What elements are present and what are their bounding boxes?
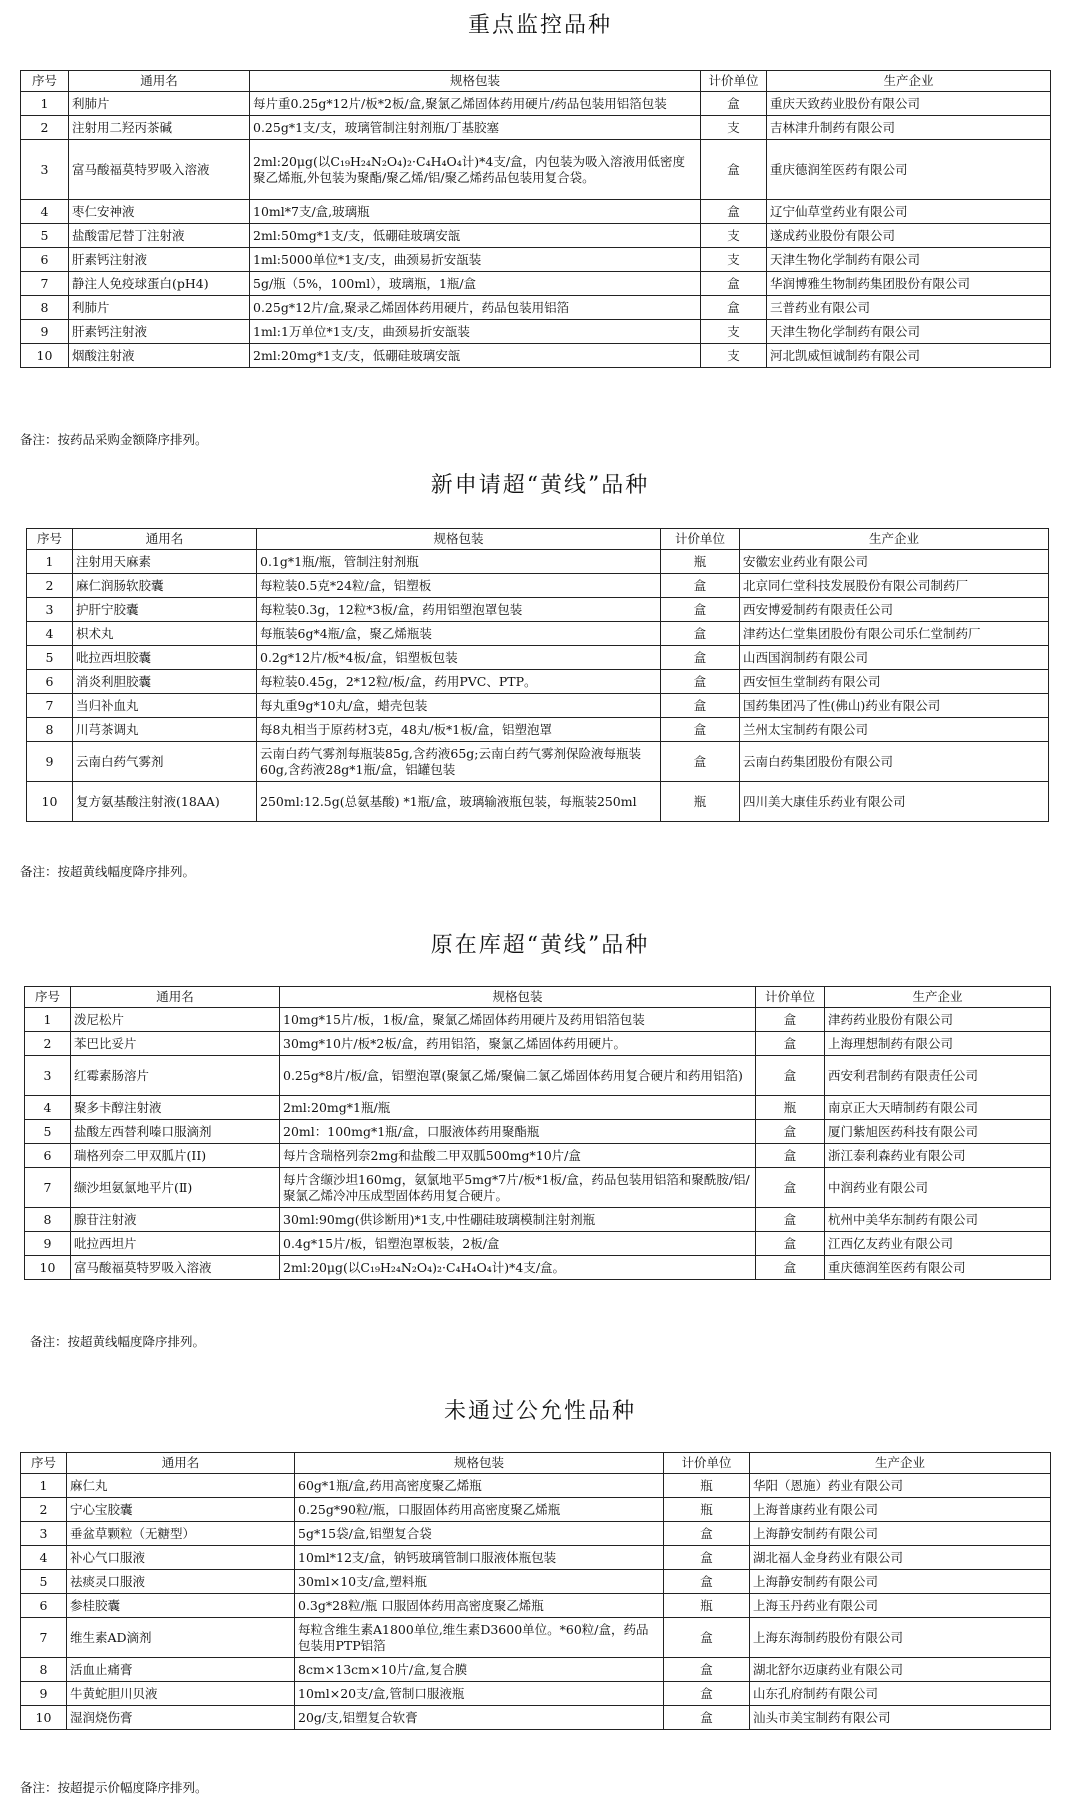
cell-maker: 河北凯威恒诚制药有限公司: [767, 344, 1051, 368]
header-unit: 计价单位: [701, 71, 767, 92]
cell-index: 2: [21, 116, 69, 140]
section-title: 未通过公允性品种: [443, 1399, 636, 1424]
table-row: [21, 224, 1051, 248]
cell-index: 7: [21, 272, 69, 296]
header-name: 通用名: [67, 1453, 295, 1474]
cell-name: 利肺片: [69, 296, 250, 320]
cell-name: 吡拉西坦胶囊: [73, 646, 257, 670]
cell-unit: 盒: [661, 670, 740, 694]
cell-spec: 2ml:20μg(以C₁₉H₂₄N₂O₄)₂·C₄H₄O₄计)*4支/盒，内包装为吸入溶液用低密度聚乙烯瓶,外包装为聚酯/聚乙烯/铝/聚乙烯药品包装用复合袋。: [250, 140, 701, 200]
cell-unit: 瓶: [664, 1594, 750, 1618]
cell-unit: 瓶: [664, 1498, 750, 1522]
table-row: [25, 1120, 1051, 1144]
cell-spec: 2ml:50mg*1支/支，低硼硅玻璃安瓿: [250, 224, 701, 248]
cell-maker: 遂成药业股份有限公司: [767, 224, 1051, 248]
table-row: [25, 1056, 1051, 1096]
cell-index: 4: [21, 200, 69, 224]
cell-name: 红霉素肠溶片: [71, 1056, 280, 1096]
cell-unit: 盒: [664, 1706, 750, 1730]
cell-name: 枳术丸: [73, 622, 257, 646]
cell-index: 8: [21, 296, 69, 320]
table-row: [21, 140, 1051, 200]
drug-table: [24, 986, 1051, 1280]
table-row: [27, 694, 1049, 718]
cell-unit: 瓶: [756, 1096, 825, 1120]
header-maker: 生产企业: [767, 71, 1051, 92]
cell-spec: 20g/支,铝塑复合软膏: [295, 1706, 664, 1730]
cell-maker: 天津生物化学制药有限公司: [767, 248, 1051, 272]
cell-spec: 20ml：100mg*1瓶/盒，口服液体药用聚酯瓶: [280, 1120, 756, 1144]
header-unit: 计价单位: [661, 529, 740, 550]
cell-name: 利肺片: [69, 92, 250, 116]
cell-maker: 江西亿友药业有限公司: [825, 1232, 1051, 1256]
cell-unit: 盒: [701, 92, 767, 116]
cell-maker: 津药药业股份有限公司: [825, 1008, 1051, 1032]
cell-index: 9: [27, 742, 73, 782]
section-title: 原在库超“黄线”品种: [430, 933, 650, 958]
header-index: 序号: [27, 529, 73, 550]
cell-name: 富马酸福莫特罗吸入溶液: [71, 1256, 280, 1280]
table-header-row: [21, 1453, 1051, 1474]
header-index: 序号: [21, 71, 69, 92]
cell-maker: 上海普康药业有限公司: [750, 1498, 1051, 1522]
table-row: [25, 1144, 1051, 1168]
cell-name: 川芎茶调丸: [73, 718, 257, 742]
cell-name: 肝素钙注射液: [69, 248, 250, 272]
cell-name: 吡拉西坦片: [71, 1232, 280, 1256]
cell-spec: 5g*15袋/盒,铝塑复合袋: [295, 1522, 664, 1546]
header-spec: 规格包装: [295, 1453, 664, 1474]
table-row: [27, 670, 1049, 694]
cell-spec: 1ml:5000单位*1支/支，曲颈易折安瓿装: [250, 248, 701, 272]
drug-table: [26, 528, 1049, 822]
cell-unit: 盒: [756, 1008, 825, 1032]
cell-name: 云南白药气雾剂: [73, 742, 257, 782]
header-maker: 生产企业: [825, 987, 1051, 1008]
table-row: [21, 248, 1051, 272]
table-row: [25, 1032, 1051, 1056]
cell-spec: 2ml:20mg*1瓶/瓶: [280, 1096, 756, 1120]
table-row: [21, 116, 1051, 140]
cell-index: 8: [25, 1208, 71, 1232]
cell-name: 富马酸福莫特罗吸入溶液: [69, 140, 250, 200]
cell-name: 枣仁安神液: [69, 200, 250, 224]
table-note: 备注：按药品采购金额降序排列。: [20, 432, 208, 447]
cell-unit: 盒: [661, 742, 740, 782]
cell-spec: 5g/瓶（5%，100ml），玻璃瓶，1瓶/盒: [250, 272, 701, 296]
table-row: [25, 1256, 1051, 1280]
cell-unit: 盒: [661, 694, 740, 718]
cell-name: 盐酸雷尼替丁注射液: [69, 224, 250, 248]
cell-index: 2: [25, 1032, 71, 1056]
cell-index: 7: [21, 1618, 67, 1658]
drug-table: [20, 70, 1051, 368]
cell-unit: 盒: [756, 1168, 825, 1208]
table-row: [25, 1168, 1051, 1208]
cell-maker: 中润药业有限公司: [825, 1168, 1051, 1208]
cell-unit: 盒: [661, 646, 740, 670]
cell-maker: 上海东海制药股份有限公司: [750, 1618, 1051, 1658]
cell-unit: 瓶: [661, 550, 740, 574]
table-row: [27, 598, 1049, 622]
table-row: [21, 1658, 1051, 1682]
cell-unit: 盒: [664, 1522, 750, 1546]
cell-name: 瑞格列奈二甲双胍片(II): [71, 1144, 280, 1168]
cell-maker: 上海玉丹药业有限公司: [750, 1594, 1051, 1618]
cell-unit: 支: [701, 344, 767, 368]
cell-spec: 10ml*12支/盒，钠钙玻璃管制口服液体瓶包装: [295, 1546, 664, 1570]
header-name: 通用名: [69, 71, 250, 92]
cell-name: 祛痰灵口服液: [67, 1570, 295, 1594]
table-row: [21, 1594, 1051, 1618]
cell-name: 湿润烧伤膏: [67, 1706, 295, 1730]
cell-name: 苯巴比妥片: [71, 1032, 280, 1056]
cell-spec: 0.4g*15片/板，铝塑泡罩板装，2板/盒: [280, 1232, 756, 1256]
cell-maker: 华润博雅生物制药集团股份有限公司: [767, 272, 1051, 296]
cell-name: 麻仁丸: [67, 1474, 295, 1498]
cell-name: 腺苷注射液: [71, 1208, 280, 1232]
cell-name: 肝素钙注射液: [69, 320, 250, 344]
cell-index: 7: [27, 694, 73, 718]
table-row: [21, 1522, 1051, 1546]
cell-maker: 北京同仁堂科技发展股份有限公司制药厂: [740, 574, 1049, 598]
cell-unit: 盒: [661, 718, 740, 742]
header-name: 通用名: [71, 987, 280, 1008]
cell-maker: 湖北福人金身药业有限公司: [750, 1546, 1051, 1570]
cell-spec: 云南白药气雾剂每瓶装85g,含药液65g;云南白药气雾剂保险液每瓶装60g,含药液28g*1瓶/盒，铝罐包装: [257, 742, 661, 782]
table-row: [27, 718, 1049, 742]
cell-unit: 盒: [664, 1546, 750, 1570]
table-row: [21, 1498, 1051, 1522]
cell-index: 5: [21, 1570, 67, 1594]
cell-spec: 60g*1瓶/盒,药用高密度聚乙烯瓶: [295, 1474, 664, 1498]
cell-index: 3: [25, 1056, 71, 1096]
cell-index: 4: [25, 1096, 71, 1120]
cell-index: 10: [27, 782, 73, 822]
cell-spec: 30ml×10支/盒,塑料瓶: [295, 1570, 664, 1594]
cell-spec: 每瓶装6g*4瓶/盒，聚乙烯瓶装: [257, 622, 661, 646]
section-title: 重点监控品种: [467, 13, 612, 38]
table-row: [27, 622, 1049, 646]
cell-unit: 盒: [701, 296, 767, 320]
cell-maker: 西安博爱制药有限责任公司: [740, 598, 1049, 622]
cell-spec: 每粒装0.5克*24粒/盒，铝塑板: [257, 574, 661, 598]
cell-index: 9: [25, 1232, 71, 1256]
cell-spec: 250ml:12.5g(总氨基酸) *1瓶/盒，玻璃输液瓶包装，每瓶装250ml: [257, 782, 661, 822]
cell-unit: 支: [701, 116, 767, 140]
cell-index: 8: [21, 1658, 67, 1682]
cell-unit: 支: [701, 320, 767, 344]
table-row: [21, 296, 1051, 320]
cell-maker: 辽宁仙草堂药业有限公司: [767, 200, 1051, 224]
table-row: [25, 1232, 1051, 1256]
table-row: [21, 1618, 1051, 1658]
cell-spec: 每粒含维生素A1800单位,维生素D3600单位。*60粒/盒，药品包装用PTP铝箔: [295, 1618, 664, 1658]
cell-name: 麻仁润肠软胶囊: [73, 574, 257, 598]
table-row: [21, 1474, 1051, 1498]
cell-name: 烟酸注射液: [69, 344, 250, 368]
cell-name: 维生素AD滴剂: [67, 1618, 295, 1658]
cell-unit: 盒: [756, 1144, 825, 1168]
header-name: 通用名: [73, 529, 257, 550]
cell-maker: 重庆德润笙医药有限公司: [825, 1256, 1051, 1280]
cell-index: 5: [21, 224, 69, 248]
cell-index: 1: [27, 550, 73, 574]
cell-index: 5: [25, 1120, 71, 1144]
cell-unit: 盒: [701, 272, 767, 296]
cell-unit: 瓶: [664, 1474, 750, 1498]
cell-name: 参桂胶囊: [67, 1594, 295, 1618]
cell-maker: 重庆天致药业股份有限公司: [767, 92, 1051, 116]
table-row: [27, 782, 1049, 822]
cell-spec: 2ml:20μg(以C₁₉H₂₄N₂O₄)₂·C₄H₄O₄计)*4支/盒。: [280, 1256, 756, 1280]
cell-spec: 2ml:20mg*1支/支，低硼硅玻璃安瓿: [250, 344, 701, 368]
cell-spec: 每8丸相当于原药材3克，48丸/板*1板/盒，铝塑泡罩: [257, 718, 661, 742]
cell-maker: 四川美大康佳乐药业有限公司: [740, 782, 1049, 822]
cell-spec: 每片含缬沙坦160mg，氨氯地平5mg*7片/板*1板/盒，药品包装用铝箔和聚酰胺/铝/聚氯乙烯冷冲压成型固体药用复合硬片。: [280, 1168, 756, 1208]
table-row: [27, 742, 1049, 782]
cell-name: 垂盆草颗粒（无糖型）: [67, 1522, 295, 1546]
header-index: 序号: [25, 987, 71, 1008]
cell-unit: 盒: [756, 1032, 825, 1056]
cell-unit: 支: [701, 248, 767, 272]
cell-index: 6: [21, 248, 69, 272]
cell-unit: 盒: [661, 598, 740, 622]
cell-spec: 0.25g*8片/板/盒，铝塑泡罩(聚氯乙烯/聚偏二氯乙烯固体药用复合硬片和药用铝箔): [280, 1056, 756, 1096]
cell-unit: 盒: [756, 1056, 825, 1096]
cell-unit: 盒: [664, 1618, 750, 1658]
table-row: [21, 344, 1051, 368]
table-header-row: [21, 71, 1051, 92]
header-spec: 规格包装: [250, 71, 701, 92]
cell-index: 10: [21, 1706, 67, 1730]
cell-index: 7: [25, 1168, 71, 1208]
cell-maker: 上海静安制药有限公司: [750, 1570, 1051, 1594]
cell-spec: 30ml:90mg(供诊断用)*1支,中性硼硅玻璃模制注射剂瓶: [280, 1208, 756, 1232]
cell-index: 2: [27, 574, 73, 598]
cell-maker: 三普药业有限公司: [767, 296, 1051, 320]
cell-maker: 湖北舒尔迈康药业有限公司: [750, 1658, 1051, 1682]
cell-name: 护肝宁胶囊: [73, 598, 257, 622]
cell-spec: 0.2g*12片/板*4板/盒，铝塑板包装: [257, 646, 661, 670]
cell-maker: 安徽宏业药业有限公司: [740, 550, 1049, 574]
cell-name: 复方氨基酸注射液(18AA): [73, 782, 257, 822]
cell-index: 1: [21, 1474, 67, 1498]
cell-name: 牛黄蛇胆川贝液: [67, 1682, 295, 1706]
cell-maker: 天津生物化学制药有限公司: [767, 320, 1051, 344]
cell-maker: 西安恒生堂制药有限公司: [740, 670, 1049, 694]
cell-name: 宁心宝胶囊: [67, 1498, 295, 1522]
cell-maker: 山东孔府制药有限公司: [750, 1682, 1051, 1706]
table-header-row: [27, 529, 1049, 550]
cell-index: 9: [21, 320, 69, 344]
table-row: [25, 1008, 1051, 1032]
cell-maker: 国药集团冯了性(佛山)药业有限公司: [740, 694, 1049, 718]
drug-table: [20, 1452, 1051, 1730]
table-row: [21, 1682, 1051, 1706]
table-row: [25, 1096, 1051, 1120]
cell-maker: 杭州中美华东制药有限公司: [825, 1208, 1051, 1232]
cell-index: 6: [27, 670, 73, 694]
cell-maker: 上海静安制药有限公司: [750, 1522, 1051, 1546]
table-row: [21, 92, 1051, 116]
cell-maker: 汕头市美宝制药有限公司: [750, 1706, 1051, 1730]
cell-maker: 津药达仁堂集团股份有限公司乐仁堂制药厂: [740, 622, 1049, 646]
cell-spec: 10ml×20支/盒,管制口服液瓶: [295, 1682, 664, 1706]
cell-name: 活血止痛膏: [67, 1658, 295, 1682]
table-row: [21, 1546, 1051, 1570]
table-row: [21, 200, 1051, 224]
cell-index: 3: [21, 140, 69, 200]
cell-index: 1: [21, 92, 69, 116]
cell-spec: 30mg*10片/板*2板/盒，药用铝箔，聚氯乙烯固体药用硬片。: [280, 1032, 756, 1056]
cell-index: 3: [21, 1522, 67, 1546]
table-row: [27, 574, 1049, 598]
cell-spec: 1ml:1万单位*1支/支，曲颈易折安瓿装: [250, 320, 701, 344]
cell-maker: 厦门紫旭医药科技有限公司: [825, 1120, 1051, 1144]
cell-maker: 南京正大天晴制药有限公司: [825, 1096, 1051, 1120]
cell-spec: 10mg*15片/板，1板/盒，聚氯乙烯固体药用硬片及药用铝箔包装: [280, 1008, 756, 1032]
cell-name: 注射用天麻素: [73, 550, 257, 574]
table-note: 备注：按超黄线幅度降序排列。: [30, 1334, 206, 1349]
cell-spec: 8cm×13cm×10片/盒,复合膜: [295, 1658, 664, 1682]
header-unit: 计价单位: [664, 1453, 750, 1474]
cell-spec: 每片含瑞格列奈2mg和盐酸二甲双胍500mg*10片/盒: [280, 1144, 756, 1168]
header-spec: 规格包装: [280, 987, 756, 1008]
cell-maker: 山西国润制药有限公司: [740, 646, 1049, 670]
cell-unit: 盒: [701, 200, 767, 224]
header-maker: 生产企业: [740, 529, 1049, 550]
cell-name: 消炎利胆胶囊: [73, 670, 257, 694]
table-row: [21, 1570, 1051, 1594]
cell-spec: 每丸重9g*10丸/盒，蜡壳包装: [257, 694, 661, 718]
cell-name: 聚多卡醇注射液: [71, 1096, 280, 1120]
cell-index: 6: [25, 1144, 71, 1168]
cell-spec: 每粒装0.45g，2*12粒/板/盒，药用PVC、PTP。: [257, 670, 661, 694]
cell-maker: 吉林津升制药有限公司: [767, 116, 1051, 140]
cell-unit: 盒: [664, 1658, 750, 1682]
cell-name: 静注人免疫球蛋白(pH4): [69, 272, 250, 296]
cell-index: 10: [21, 344, 69, 368]
cell-spec: 0.25g*1支/支，玻璃管制注射剂瓶/丁基胶塞: [250, 116, 701, 140]
cell-maker: 西安利君制药有限责任公司: [825, 1056, 1051, 1096]
cell-unit: 盒: [661, 622, 740, 646]
table-row: [21, 272, 1051, 296]
table-row: [27, 550, 1049, 574]
cell-name: 盐酸左西替利嗪口服滴剂: [71, 1120, 280, 1144]
cell-maker: 华阳（恩施）药业有限公司: [750, 1474, 1051, 1498]
cell-maker: 重庆德润笙医药有限公司: [767, 140, 1051, 200]
cell-index: 4: [27, 622, 73, 646]
cell-spec: 每片重0.25g*12片/板*2板/盒,聚氯乙烯固体药用硬片/药品包装用铝箔包装: [250, 92, 701, 116]
header-unit: 计价单位: [756, 987, 825, 1008]
cell-index: 3: [27, 598, 73, 622]
table-header-row: [25, 987, 1051, 1008]
cell-spec: 0.3g*28粒/瓶 口服固体药用高密度聚乙烯瓶: [295, 1594, 664, 1618]
cell-maker: 上海理想制药有限公司: [825, 1032, 1051, 1056]
table-row: [21, 1706, 1051, 1730]
cell-unit: 盒: [661, 574, 740, 598]
cell-unit: 盒: [664, 1682, 750, 1706]
cell-spec: 10ml*7支/盒,玻璃瓶: [250, 200, 701, 224]
cell-name: 补心气口服液: [67, 1546, 295, 1570]
cell-index: 6: [21, 1594, 67, 1618]
cell-unit: 盒: [756, 1120, 825, 1144]
cell-index: 9: [21, 1682, 67, 1706]
cell-index: 4: [21, 1546, 67, 1570]
cell-unit: 盒: [756, 1256, 825, 1280]
table-row: [21, 320, 1051, 344]
cell-unit: 盒: [756, 1208, 825, 1232]
cell-unit: 盒: [701, 140, 767, 200]
cell-index: 5: [27, 646, 73, 670]
cell-spec: 0.25g*12片/盒,聚录乙烯固体药用硬片，药品包装用铝箔: [250, 296, 701, 320]
cell-maker: 云南白药集团股份有限公司: [740, 742, 1049, 782]
cell-index: 10: [25, 1256, 71, 1280]
header-index: 序号: [21, 1453, 67, 1474]
cell-spec: 每粒装0.3g，12粒*3板/盒，药用铝塑泡罩包装: [257, 598, 661, 622]
cell-spec: 0.25g*90粒/瓶，口服固体药用高密度聚乙烯瓶: [295, 1498, 664, 1522]
cell-name: 缬沙坦氨氯地平片(Ⅱ): [71, 1168, 280, 1208]
header-maker: 生产企业: [750, 1453, 1051, 1474]
table-row: [27, 646, 1049, 670]
table-note: 备注：按超黄线幅度降序排列。: [20, 864, 196, 879]
cell-unit: 盒: [664, 1570, 750, 1594]
cell-name: 泼尼松片: [71, 1008, 280, 1032]
cell-index: 2: [21, 1498, 67, 1522]
cell-name: 当归补血丸: [73, 694, 257, 718]
cell-unit: 支: [701, 224, 767, 248]
cell-spec: 0.1g*1瓶/瓶，管制注射剂瓶: [257, 550, 661, 574]
header-spec: 规格包装: [257, 529, 661, 550]
table-note: 备注：按超提示价幅度降序排列。: [20, 1780, 208, 1795]
cell-unit: 瓶: [661, 782, 740, 822]
cell-maker: 兰州太宝制药有限公司: [740, 718, 1049, 742]
cell-name: 注射用二羟丙茶碱: [69, 116, 250, 140]
cell-maker: 浙江泰利森药业有限公司: [825, 1144, 1051, 1168]
cell-index: 8: [27, 718, 73, 742]
cell-index: 1: [25, 1008, 71, 1032]
section-title: 新申请超“黄线”品种: [430, 473, 650, 498]
cell-unit: 盒: [756, 1232, 825, 1256]
table-row: [25, 1208, 1051, 1232]
